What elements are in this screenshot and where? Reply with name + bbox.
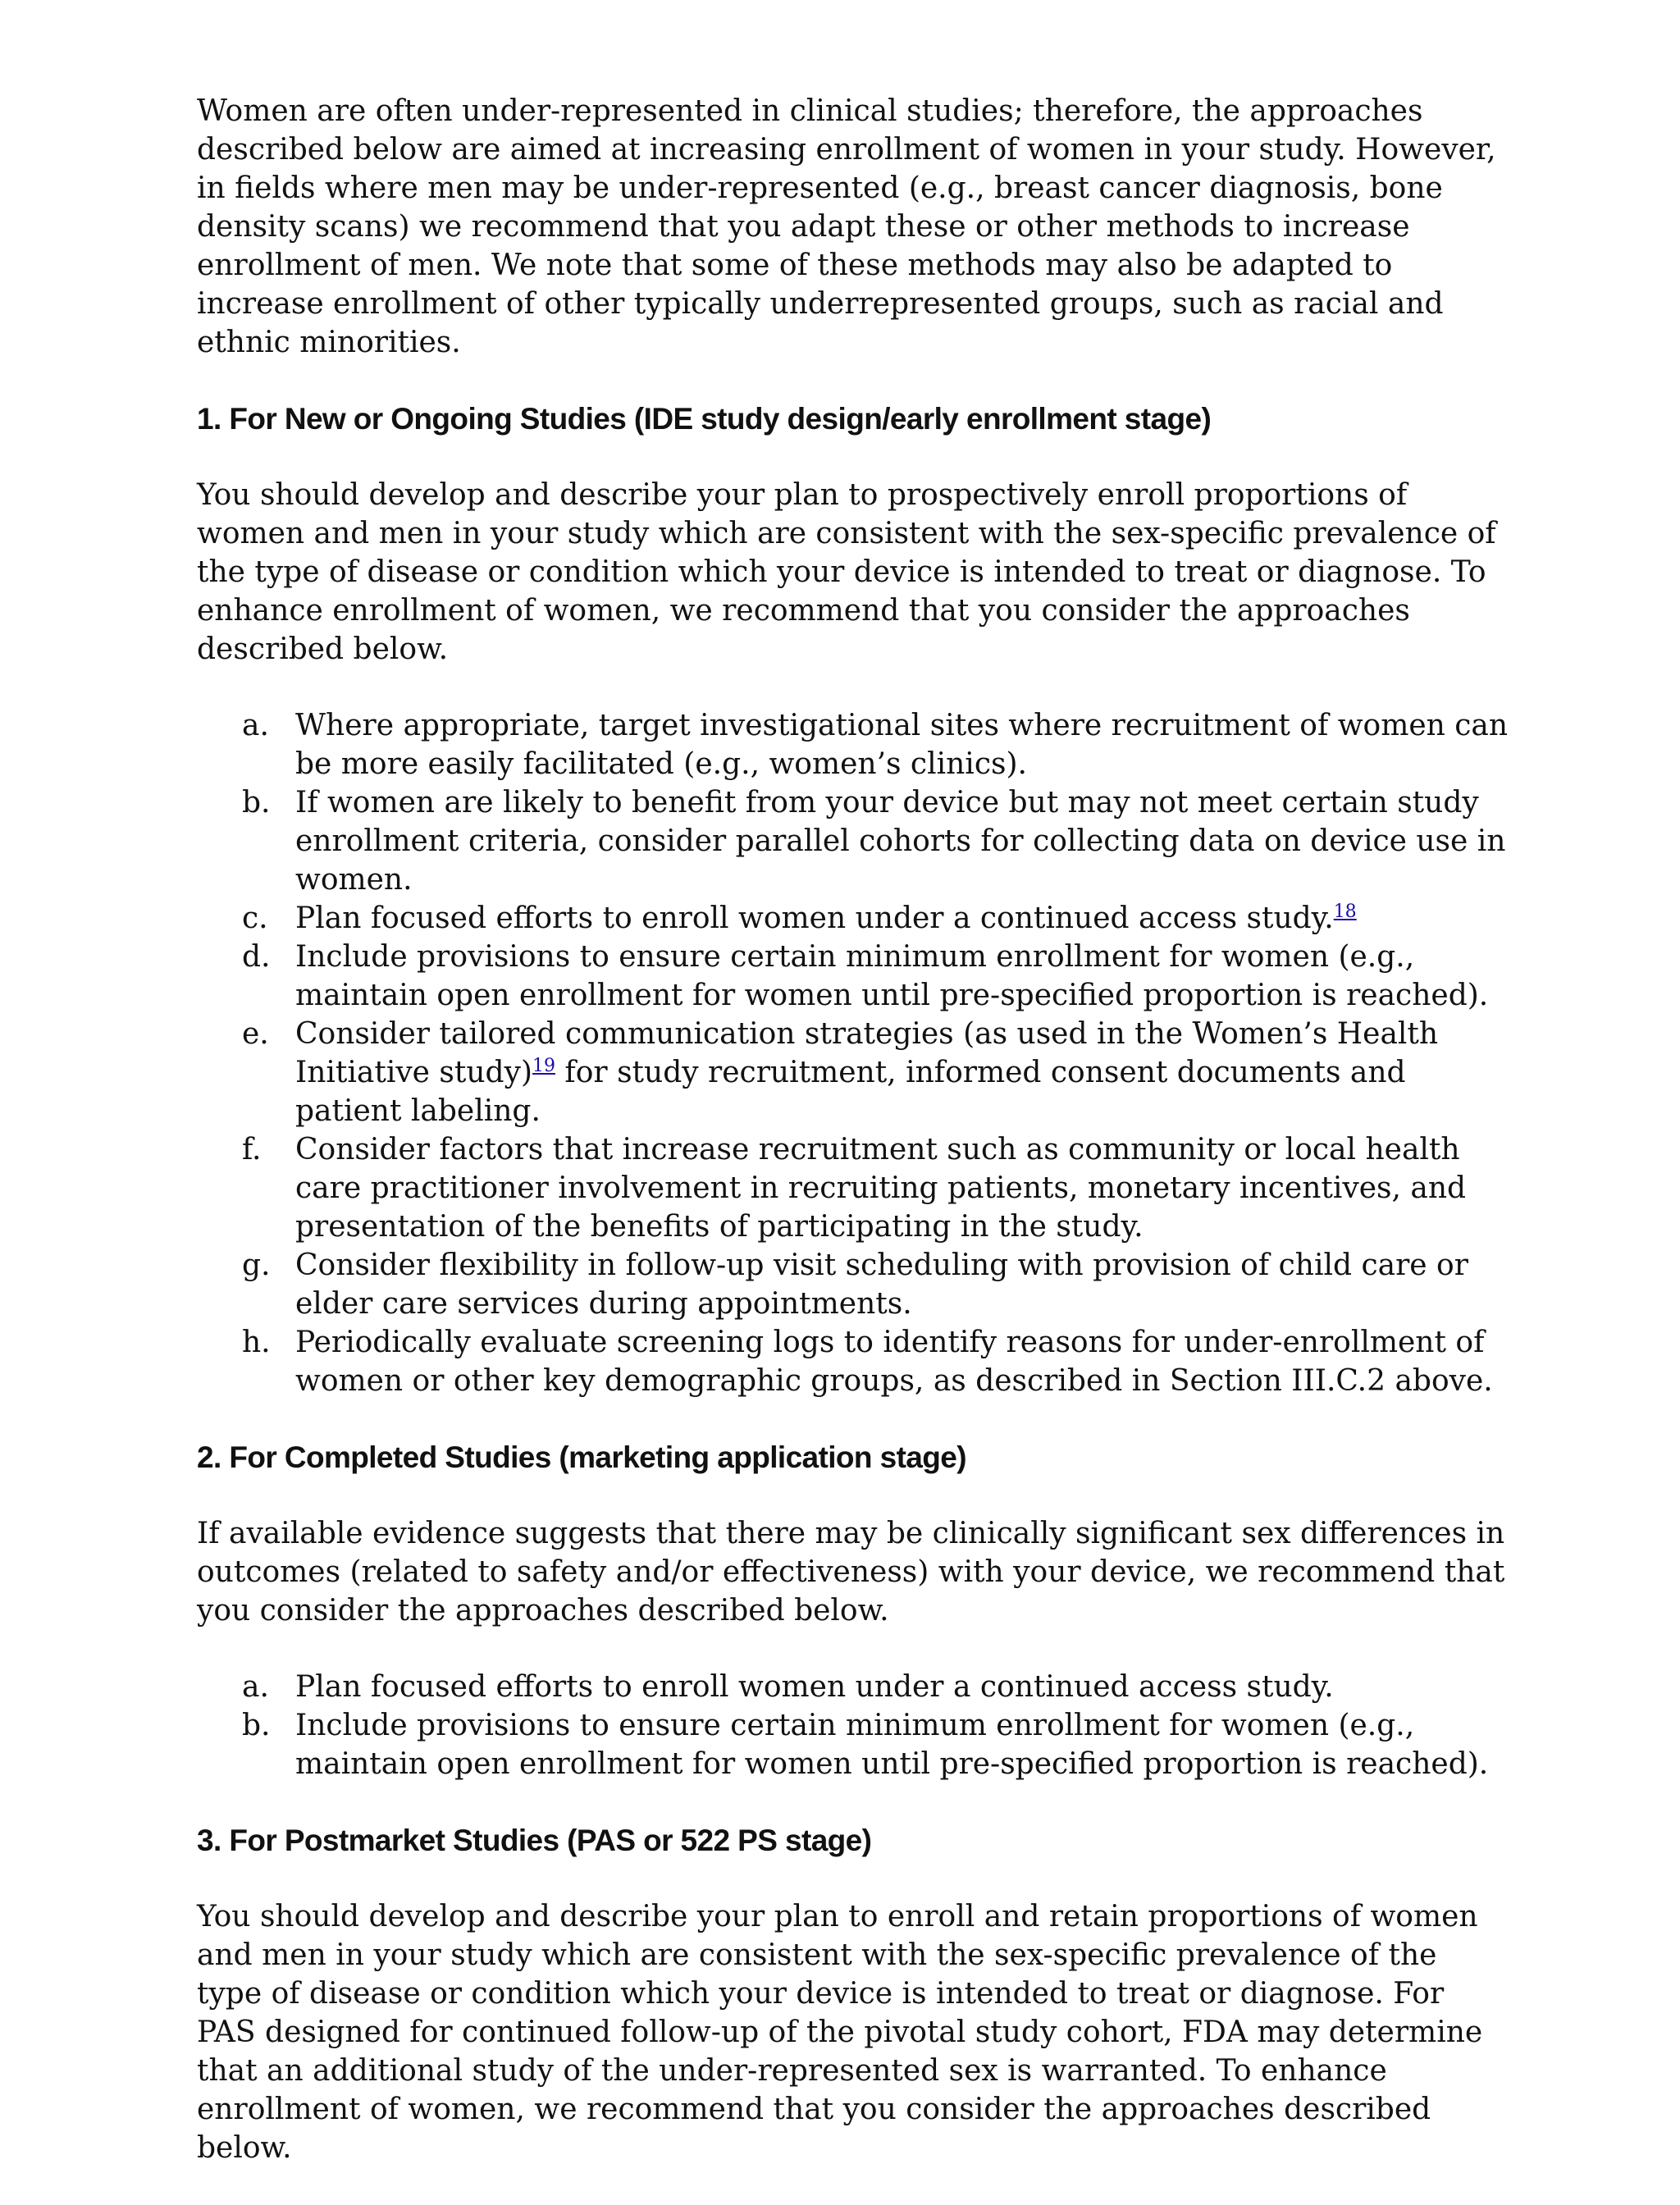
section-1-body: You should develop and describe your plan to prospectively enroll proportions of women and men in your study which are consistent with the sex-specific prevalence of the type of disease or condition which your device is intended to treat or diagnose. To enhance enrollment of women, we recommend that you consider the approaches described below. xyxy=(197,478,1496,666)
list-marker: h. xyxy=(242,1326,271,1359)
list-marker: a. xyxy=(242,709,269,742)
list-item xyxy=(197,1246,1509,1323)
list-item xyxy=(197,1130,1509,1246)
list-item xyxy=(197,783,1509,899)
section-3-body: You should develop and describe your plan to enroll and retain proportions of women and men in your study which are consistent with the sex-specific prevalence of the type of disease or condition which your device is intended to treat or diagnose. For PAS designed for continued follow-up of the pivotal study cohort, FDA may determine that an additional study of the under-represented sex is warranted. To enhance enrollment of women, we recommend that you consider the approaches described below. xyxy=(197,1900,1483,2165)
list-marker: b. xyxy=(242,786,271,819)
section-2-heading: 2. For Completed Studies (marketing application stage) xyxy=(197,1440,966,1474)
list-marker: e. xyxy=(242,1017,269,1051)
list-item-text: Where appropriate, target investigational sites where recruitment of women can be more easily facilitated (e.g., women’s clinics). xyxy=(295,709,1509,781)
footnote-link-18[interactable]: 18 xyxy=(1333,902,1357,922)
list-item-text: If women are likely to benefit from your device but may not meet certain study enrollment criteria, consider parallel cohorts for collecting data on device use in women. xyxy=(295,786,1506,897)
list-item-text: Consider factors that increase recruitment such as community or local health care practitioner involvement in recruiting patients, monetary incentives, and presentation of the benefits of participating in the study. xyxy=(295,1133,1467,1244)
document-page xyxy=(197,92,1509,2205)
list-item xyxy=(197,899,1509,938)
list-marker: c. xyxy=(242,902,268,935)
list-item-text: for study recruitment, informed consent documents and patient labeling. xyxy=(295,1056,1406,1128)
list-marker: g. xyxy=(242,1249,271,1282)
section-3-heading: 3. For Postmarket Studies (PAS or 522 PS stage) xyxy=(197,1824,872,1857)
list-marker: b. xyxy=(242,1709,271,1742)
footnote-link-19[interactable]: 19 xyxy=(532,1056,555,1076)
list-item-text: Plan focused efforts to enroll women under a continued access study. xyxy=(295,902,1334,935)
intro-paragraph: Women are often under-represented in clinical studies; therefore, the approaches described below are aimed at increasing enrollment of women in your study. However, in fields where men may be under-represented (e.g., breast cancer diagnosis, bone density scans) we recommend that you adapt these or other methods to increase enrollment of men. We note that some of these methods may also be adapted to increase enrollment of other typically underrepresented groups, such as racial and ethnic minorities. xyxy=(197,94,1496,359)
list-item xyxy=(197,1706,1509,1783)
list-item xyxy=(197,938,1509,1015)
list-item xyxy=(197,1323,1509,1400)
list-marker: a. xyxy=(242,1670,269,1704)
list-item xyxy=(197,1015,1509,1130)
list-item xyxy=(197,1668,1509,1706)
section-1-heading: 1. For New or Ongoing Studies (IDE study design/early enrollment stage) xyxy=(197,402,1212,436)
list-item-text: Plan focused efforts to enroll women under a continued access study. xyxy=(295,1670,1334,1704)
section-1-list xyxy=(197,706,1509,1400)
list-item-text: Include provisions to ensure certain minimum enrollment for women (e.g., maintain open enrollment for women until pre-specified proportion is reached). xyxy=(295,940,1489,1012)
section-2-list xyxy=(197,1668,1509,1783)
list-item-text: Include provisions to ensure certain minimum enrollment for women (e.g., maintain open enrollment for women until pre-specified proportion is reached). xyxy=(295,1709,1489,1781)
list-item-text: Periodically evaluate screening logs to identify reasons for under-enrollment of women or other key demographic groups, as described in Section III.C.2 above. xyxy=(295,1326,1493,1398)
list-item xyxy=(197,706,1509,783)
list-marker: d. xyxy=(242,940,271,974)
list-item-text: Consider flexibility in follow-up visit scheduling with provision of child care or elder care services during appointments. xyxy=(295,1249,1468,1321)
list-marker: f. xyxy=(242,1133,262,1166)
section-2-body: If available evidence suggests that there may be clinically significant sex differences in outcomes (related to safety and/or effectiveness) with your device, we recommend that you consider the approaches described below. xyxy=(197,1517,1505,1628)
list-item-text: Consider tailored communication strategies (as used in the Women’s Health Initiative study) xyxy=(295,1017,1439,1089)
